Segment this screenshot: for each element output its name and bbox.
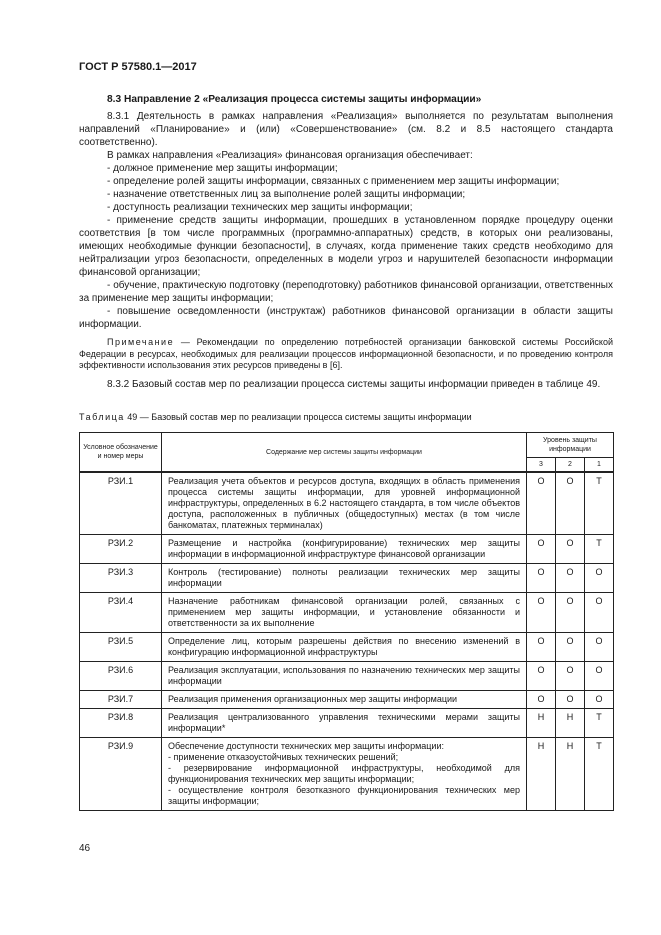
- level-3-value: Н: [527, 738, 556, 811]
- level-3-value: О: [527, 564, 556, 593]
- measure-content: Реализация учета объектов и ресурсов доступа, входящих в область применения процесса системы защиты информации, для уровней информационной инфраструктуры, определенных в 6.2 настоящего стандарта, в том числе объектов доступа, расположенных в публичных (общедоступных) местах (в том числе банкоматах, платежных терминалах): [162, 472, 527, 535]
- level-3-value: О: [527, 472, 556, 535]
- level-1-value: О: [585, 662, 614, 691]
- measure-code: РЗИ.8: [80, 709, 162, 738]
- table-row: [80, 738, 614, 811]
- measure-code: РЗИ.4: [80, 593, 162, 633]
- list-item: - применение средств защиты информации, прошедших в установленном порядке процедуру оценки соответствия [в том числе программных (программно-аппаратных) средств, в которых они реализованы, имеющих необходимые функции безопасности], в случаях, когда применение таких средств необходимо для нейтрализации угроз безопасности, определенных в модели угроз и нарушителей безопасности информации финансовой организации;: [79, 215, 613, 278]
- list-item: - доступность реализации технических мер защиты информации;: [107, 202, 413, 213]
- level-1-value: О: [585, 633, 614, 662]
- list-item: - назначение ответственных лиц за выполнение ролей защиты информации;: [107, 189, 466, 200]
- header-level-2: 2: [556, 458, 585, 473]
- level-2-value: О: [556, 564, 585, 593]
- header-level-1: 1: [585, 458, 614, 473]
- table-row: [80, 691, 614, 709]
- table-row: [80, 535, 614, 564]
- table-caption-text: 49 — Базовый состав мер по реализации процесса системы защиты информации: [124, 412, 472, 422]
- list-item: - должное применение мер защиты информации;: [107, 163, 338, 174]
- measure-code: РЗИ.1: [80, 472, 162, 535]
- measure-content: Размещение и настройка (конфигурирование) технических мер защиты информации в информационной инфраструктуре финансовой организации: [162, 535, 527, 564]
- measure-code: РЗИ.5: [80, 633, 162, 662]
- note-label: Примечание: [107, 337, 175, 347]
- level-1-value: О: [585, 593, 614, 633]
- level-2-value: О: [556, 633, 585, 662]
- level-2-value: Н: [556, 738, 585, 811]
- level-2-value: О: [556, 535, 585, 564]
- measure-content: Назначение работникам финансовой организации ролей, связанных с применением мер защиты информации, и установление обязанности и ответственности за их выполнение: [162, 593, 527, 633]
- paragraph-8-3-2: 8.3.2 Базовый состав мер по реализации процесса системы защиты информации приведен в таблице 49.: [107, 379, 601, 391]
- measure-content: Обеспечение доступности технических мер защиты информации: - применение отказоустойчивых технических решений; - резервирование информационной инфраструктуры, необходимой для функционирования технических мер защиты информации; - осуществление контроля безотказного функционирования технических мер защиты информации;: [162, 738, 527, 811]
- level-3-value: О: [527, 662, 556, 691]
- paragraph-8-3-1: 8.3.1 Деятельность в рамках направления «Реализация» выполняется по результатам выполнения направлений «Планирование» и (или) «Совершенствование» (см. 8.2 и 8.5 настоящего стандарта соответственно).: [79, 111, 613, 148]
- table-row: [80, 662, 614, 691]
- table-row: [80, 593, 614, 633]
- measure-content: Реализация централизованного управления техническими мерами защиты информации*: [162, 709, 527, 738]
- level-1-value: О: [585, 691, 614, 709]
- measure-code: РЗИ.6: [80, 662, 162, 691]
- measure-content: Определение лиц, которым разрешены действия по внесению изменений в конфигурацию информационной инфраструктуры: [162, 633, 527, 662]
- level-3-value: Н: [527, 709, 556, 738]
- table-caption-label: Таблица: [79, 412, 125, 422]
- list-item: - повышение осведомленности (инструктаж) работников финансовой организации в области защиты информации.: [79, 306, 613, 330]
- level-1-value: Т: [585, 472, 614, 535]
- table-row: [80, 564, 614, 593]
- level-3-value: О: [527, 593, 556, 633]
- level-3-value: О: [527, 691, 556, 709]
- level-2-value: О: [556, 662, 585, 691]
- section-title: 8.3 Направление 2 «Реализация процесса системы защиты информации»: [107, 94, 482, 105]
- paragraph-intro: В рамках направления «Реализация» финансовая организация обеспечивает:: [107, 150, 473, 161]
- note: [79, 337, 613, 372]
- header-level-3: 3: [527, 458, 556, 473]
- level-1-value: Т: [585, 535, 614, 564]
- level-1-value: О: [585, 564, 614, 593]
- page-number: 46: [79, 843, 91, 854]
- table-row: [80, 633, 614, 662]
- header-content: Содержание мер системы защиты информации: [162, 433, 527, 473]
- header-code: Условное обозначение и номер меры: [80, 433, 162, 473]
- table-caption: [79, 412, 472, 422]
- level-1-value: Т: [585, 738, 614, 811]
- level-2-value: Н: [556, 709, 585, 738]
- level-3-value: О: [527, 633, 556, 662]
- level-2-value: О: [556, 691, 585, 709]
- document-header: ГОСТ Р 57580.1—2017: [79, 61, 197, 73]
- measure-code: РЗИ.3: [80, 564, 162, 593]
- measure-content: Реализация эксплуатации, использования по назначению технических мер защиты информации: [162, 662, 527, 691]
- body-text: [79, 110, 613, 391]
- measures-table: [79, 432, 614, 811]
- level-1-value: Т: [585, 709, 614, 738]
- measure-code: РЗИ.7: [80, 691, 162, 709]
- measure-code: РЗИ.2: [80, 535, 162, 564]
- measure-code: РЗИ.9: [80, 738, 162, 811]
- list-item: - определение ролей защиты информации, связанных с применением мер защиты информации;: [107, 176, 560, 187]
- list-item: - обучение, практическую подготовку (переподготовку) работников финансовой организации, ответственных за применение мер защиты информации;: [79, 280, 613, 304]
- level-2-value: О: [556, 472, 585, 535]
- measure-content: Контроль (тестирование) полноты реализации технических мер защиты информации: [162, 564, 527, 593]
- level-2-value: О: [556, 593, 585, 633]
- note-text: — Рекомендации по определению потребностей организации банковской системы Российской Федерации в ресурсах, необходимых для реализации процессов информационной безопасности, и по проведению контроля эффективности использования этих ресурсов приведены в [6].: [79, 337, 613, 371]
- header-level: Уровень защиты информации: [527, 433, 614, 458]
- table-row: [80, 709, 614, 738]
- table-row: [80, 472, 614, 535]
- level-3-value: О: [527, 535, 556, 564]
- measure-content: Реализация применения организационных мер защиты информации: [162, 691, 527, 709]
